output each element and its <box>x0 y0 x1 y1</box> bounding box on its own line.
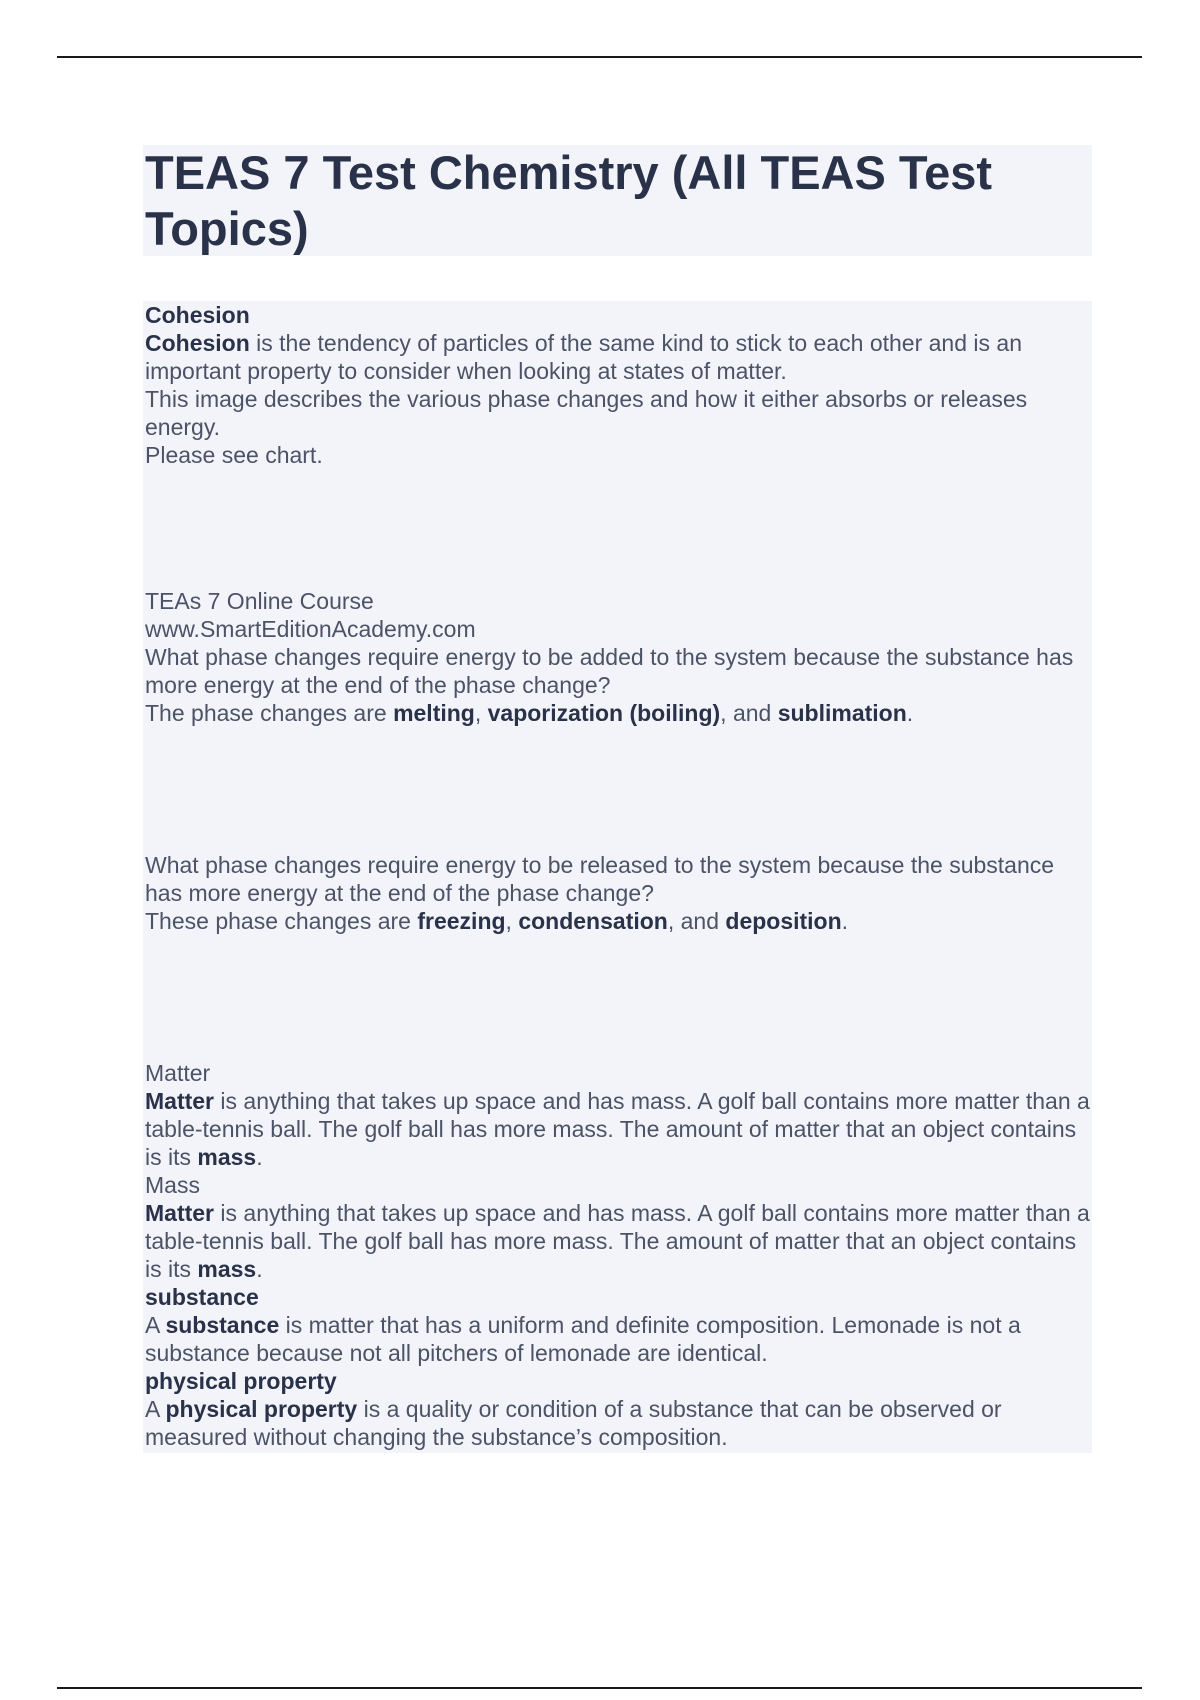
cohesion-definition <box>145 329 1090 385</box>
term-sublimation: sublimation <box>777 700 907 726</box>
phase-added-question: What phase changes require energy to be added to the system because the substance has more energy at the end of the phase change? <box>145 644 1074 698</box>
phase-released-answer-prefix: These phase changes are <box>145 908 418 934</box>
phase-added-answer <box>145 699 1090 727</box>
bottom-rule <box>57 1687 1142 1689</box>
physical-property-term: physical property <box>165 1396 358 1422</box>
blank-space <box>145 727 1090 851</box>
separator: , <box>505 908 519 934</box>
substance-term: substance <box>165 1312 280 1338</box>
separator: , and <box>667 908 726 934</box>
term-melting: melting <box>393 700 475 726</box>
period: . <box>906 700 914 726</box>
matter-term: Matter <box>145 1088 215 1114</box>
mass-definition-text: is anything that takes up space and has mass. A golf ball contains more matter than a table-tennis ball. The golf ball has more mass. The amount of matter that an object contains is its <box>145 1200 1090 1282</box>
see-chart-note: Please see chart. <box>145 442 323 468</box>
course-url: www.SmartEditionAcademy.com <box>145 616 476 642</box>
phase-released-question: What phase changes require energy to be released to the system because the substance has more energy at the end of the phase change? <box>145 852 1055 906</box>
top-rule <box>57 56 1142 58</box>
period: . <box>256 1144 263 1170</box>
cohesion-heading: Cohesion <box>145 302 250 328</box>
phase-image-description: This image describes the various phase changes and how it either absorbs or releases energy. <box>145 386 1028 440</box>
document-title: TEAS 7 Test Chemistry (All TEAS Test Topics) <box>145 146 993 255</box>
period: . <box>841 908 849 934</box>
mass-heading: Mass <box>145 1172 200 1198</box>
phase-released-answer <box>145 907 1090 935</box>
article: A <box>145 1312 166 1338</box>
phase-added-answer-prefix: The phase changes are <box>145 700 394 726</box>
blank-space <box>145 935 1090 1059</box>
chart-placeholder-space <box>145 469 1090 587</box>
physical-property-heading: physical property <box>145 1368 337 1394</box>
content-block <box>143 301 1092 1453</box>
term-vaporization: vaporization (boiling) <box>487 700 721 726</box>
title-block <box>143 145 1092 256</box>
matter-definition-text: is anything that takes up space and has mass. A golf ball contains more matter than a table-tennis ball. The golf ball has more mass. The amount of matter that an object contains is its <box>145 1088 1090 1170</box>
separator: , and <box>720 700 778 726</box>
substance-heading: substance <box>145 1284 259 1310</box>
matter-term: Matter <box>145 1200 215 1226</box>
content-text <box>145 301 1090 1451</box>
term-deposition: deposition <box>725 908 842 934</box>
cohesion-term: Cohesion <box>145 330 250 356</box>
article: A <box>145 1396 166 1422</box>
substance-definition <box>145 1311 1090 1367</box>
physical-property-definition-text: is a quality or condition of a substance that can be observed or measured without changing the substance’s composition. <box>145 1396 1002 1450</box>
separator: , <box>474 700 488 726</box>
cohesion-definition-text: is the tendency of particles of the same kind to stick to each other and is an important property to consider when looking at states of matter. <box>145 330 1022 384</box>
matter-heading: Matter <box>145 1060 211 1086</box>
matter-definition <box>145 1087 1090 1171</box>
physical-property-definition <box>145 1395 1090 1451</box>
mass-term: mass <box>197 1256 257 1282</box>
term-condensation: condensation <box>518 908 668 934</box>
period: . <box>256 1256 263 1282</box>
mass-term: mass <box>197 1144 257 1170</box>
course-name: TEAs 7 Online Course <box>145 588 374 614</box>
term-freezing: freezing <box>417 908 506 934</box>
substance-definition-text: is matter that has a uniform and definite composition. Lemonade is not a substance because not all pitchers of lemonade are identical. <box>145 1312 1021 1366</box>
mass-definition <box>145 1199 1090 1283</box>
